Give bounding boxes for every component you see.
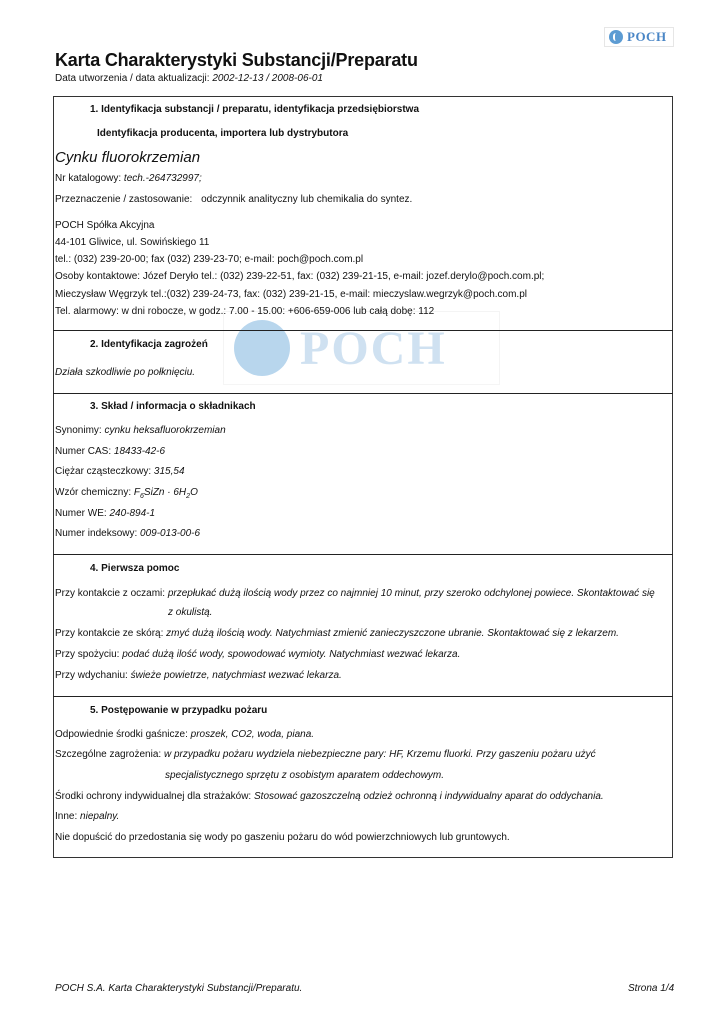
special-hazards [55, 749, 596, 760]
mw-label: Ciężar cząsteczkowy: [55, 466, 154, 477]
other-value: niepalny. [80, 811, 120, 822]
cas-line [55, 446, 165, 457]
substance-name: Cynku fluorokrzemian [55, 149, 201, 166]
poch-logo [604, 27, 674, 47]
index-line [55, 528, 200, 539]
formula-label: Wzór chemiczny: [55, 487, 134, 498]
section-divider [53, 330, 673, 331]
formula-part: SiZn · 6H [143, 487, 187, 498]
company-name: POCH Spółka Akcyjna [55, 220, 155, 231]
contact-line-2: Mieczysław Węgrzyk tel.:(032) 239-24-73, fax: (032) 239-21-15, e-mail: mieczyslaw.wegrzyk@poch.com.pl [55, 289, 527, 300]
inhalation-value: świeże powietrze, natychmiast wezwać lekarza. [130, 670, 342, 681]
first-aid-inhalation [55, 670, 342, 681]
ppe-label: Środki ochrony indywidualnej dla strażaków: [55, 791, 254, 802]
cas-label: Numer CAS: [55, 446, 114, 457]
formula-part: F [133, 487, 141, 498]
cas-value: 18433-42-6 [113, 446, 166, 457]
purpose-line [55, 194, 412, 205]
poch-watermark [223, 311, 500, 385]
poch-logo-text: POCH [627, 29, 667, 44]
skin-value: zmyć dużą ilością wody. Natychmiast zmienić zanieczyszczone ubranie. Skontaktować się z lekarzem. [166, 628, 619, 639]
alarm-phone: Tel. alarmowy: w dni robocze, w godz.: 7.00 - 15.00: +606-659-006 lub całą dobę: 112 [55, 306, 435, 317]
skin-label: Przy kontakcie ze skórą: [55, 628, 167, 639]
page-number: Strona 1/4 [628, 983, 675, 994]
eyes-label: Przy kontakcie z oczami: [55, 588, 168, 599]
document-title: Karta Charakterystyki Substancji/Preparatu [55, 50, 418, 70]
section-4-heading: 4. Pierwsza pomoc [90, 563, 180, 574]
index-label: Numer indeksowy: [55, 528, 141, 539]
mw-value: 315,54 [153, 466, 185, 477]
extinguishing-media [55, 729, 314, 740]
formula-line [55, 487, 198, 500]
formula-subscript: 6 [140, 493, 144, 500]
catalog-label: Nr katalogowy: [55, 173, 124, 184]
section-divider [53, 696, 673, 697]
first-aid-eyes [55, 588, 655, 599]
other-label: Inne: [55, 811, 81, 822]
poch-logo-icon [609, 30, 623, 44]
formula-subscript: 2 [186, 493, 191, 500]
content-frame [53, 96, 673, 858]
hazards-value: w przypadku pożaru wydziela niebezpieczne pary: HF, Krzemu fluorki. Przy gaszeniu pożaru użyć [163, 749, 596, 760]
section-divider [53, 393, 673, 394]
hazard-statement: Działa szkodliwie po połknięciu. [55, 367, 196, 378]
catalog-value: tech.-264732997; [123, 173, 202, 184]
inhalation-label: Przy wdychaniu: [55, 670, 131, 681]
purpose-label: Przeznaczenie / zastosowanie: [55, 194, 193, 205]
hazards-label: Szczególne zagrożenia: [55, 749, 164, 760]
ppe-value: Stosować gazoszczelną odzież ochronną i indywidualny aparat do oddychania. [254, 791, 604, 802]
mw-line [55, 466, 185, 477]
section-1-subheading: Identyfikacja producenta, importera lub dystrybutora [97, 128, 349, 139]
company-address: 44-101 Gliwice, ul. Sowińskiego 11 [55, 237, 210, 248]
ingestion-label: Przy spożyciu: [55, 649, 123, 660]
dates-value: 2002-12-13 / 2008-06-01 [212, 73, 323, 84]
poch-watermark-text: POCH [300, 321, 447, 375]
other-info [55, 811, 119, 822]
catalog-number [55, 173, 202, 184]
media-label: Odpowiednie środki gaśnicze: [55, 729, 191, 740]
firefighter-ppe [55, 791, 604, 802]
we-value: 240-894-1 [109, 508, 156, 519]
dates-label: Data utworzenia / data aktualizacji: [55, 73, 213, 84]
contact-line-1: Osoby kontaktowe: Józef Deryło tel.: (032) 239-22-51, fax: (032) 239-21-15, e-mail: jozef.derylo@poch.com.pl; [55, 271, 545, 282]
eyes-value: przepłukać dużą ilością wody przez co najmniej 10 minut, przy szeroko odchylonej powiece. Skontaktować się [167, 588, 655, 599]
synonyms-label: Synonimy: [55, 425, 105, 436]
company-phone: tel.: (032) 239-20-00; fax (032) 239-23-70; e-mail: poch@poch.com.pl [55, 254, 364, 265]
purpose-value: odczynnik analityczny lub chemikalia do syntez. [201, 194, 413, 205]
footer-left: POCH S.A. Karta Charakterystyki Substancji/Preparatu. [55, 983, 303, 994]
section-2-heading: 2. Identyfikacja zagrożeń [90, 339, 208, 350]
poch-watermark-icon [234, 320, 290, 376]
section-5-heading: 5. Postępowanie w przypadku pożaru [90, 705, 268, 716]
formula-part: O [190, 487, 198, 498]
media-value: proszek, CO2, woda, piana. [190, 729, 315, 740]
hazards-value-cont: specjalistycznego sprzętu z osobistym aparatem oddechowym. [165, 770, 445, 781]
index-value: 009-013-00-6 [140, 528, 201, 539]
first-aid-skin [55, 628, 619, 639]
synonyms-line [55, 425, 226, 436]
section-1-heading: 1. Identyfikacja substancji / preparatu, identyfikacja przedsiębiorstwa [90, 104, 419, 115]
water-runoff-note: Nie dopuścić do przedostania się wody po gaszeniu pożaru do wód powierzchniowych lub gruntowych. [55, 832, 510, 843]
we-line [55, 508, 155, 519]
section-3-heading: 3. Skład / informacja o składnikach [90, 401, 256, 412]
document-dates [55, 73, 323, 84]
eyes-value-cont: z okulistą. [168, 607, 213, 618]
synonyms-value: cynku heksafluorokrzemian [104, 425, 226, 436]
ingestion-value: podać dużą ilość wody, spowodować wymioty. Natychmiast wezwać lekarza. [122, 649, 461, 660]
first-aid-ingestion [55, 649, 460, 660]
section-divider [53, 554, 673, 555]
we-label: Numer WE: [55, 508, 110, 519]
formula-value [134, 487, 198, 498]
